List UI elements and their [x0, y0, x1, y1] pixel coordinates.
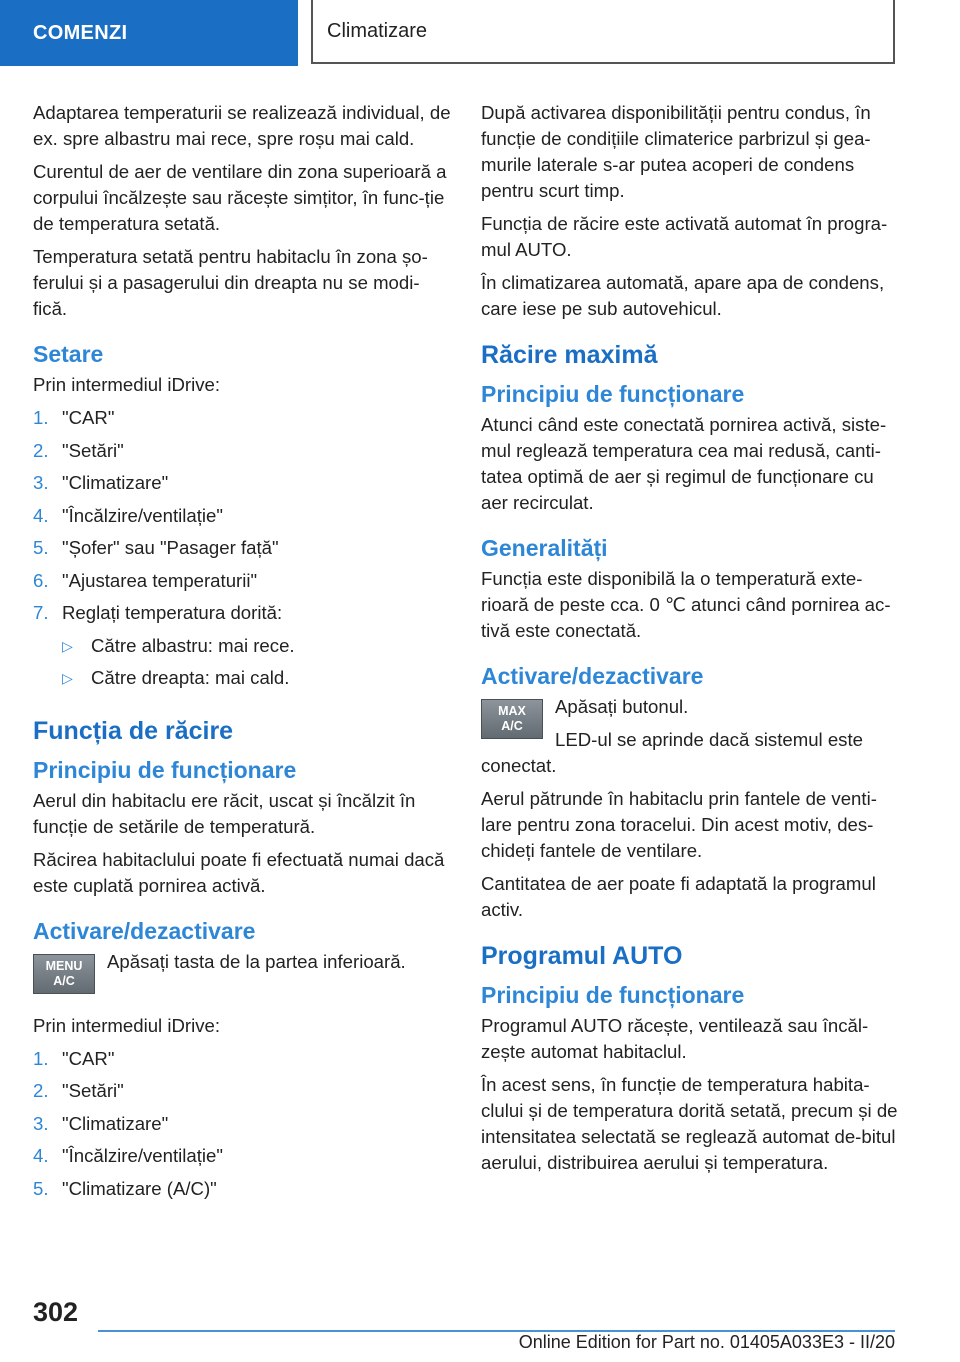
sub-step-text: Către dreapta: mai cald.: [91, 667, 290, 688]
list-item: [33, 470, 453, 503]
step-text: "Climatizare": [62, 1112, 169, 1134]
list-item: [33, 1046, 453, 1079]
paragraph: Funcția este disponibilă la o temperatură exte‐rioară de peste cca. 0 ℃ atunci când pornirea ac‐tivă este conectată.: [481, 568, 891, 641]
section-tab: COMENZI: [0, 0, 298, 66]
step-number: 2.: [33, 1080, 49, 1101]
button-label: MENU: [45, 958, 83, 973]
paragraph: Funcția de răcire este activată automat în progra‐mul AUTO.: [481, 213, 888, 260]
step-text: "Încălzire/ventilație": [62, 1145, 223, 1166]
paragraph: Adaptarea temperaturii se realizează individual, de ex. spre albastru mai rece, spre roșu mai cald.: [33, 102, 451, 149]
paragraph: Aerul din habitaclu ere răcit, uscat și încălzit în funcție de setările de temperatură.: [33, 789, 416, 837]
step-text: "Climatizare (A/C)": [62, 1177, 217, 1199]
list-item: [33, 438, 453, 471]
paragraph: LED-ul se aprinde dacă sistemul este conectat.: [481, 729, 863, 776]
paragraph: În acest sens, în funcție de temperatura habita‐clului și de temperatura dorită setată, precum și de intensitatea selectată se reglează automat de‐bitul aerului, distribuirea aerului și temperatura.: [481, 1074, 898, 1173]
button-label: A/C: [501, 719, 523, 733]
step-text: "Ajustarea temperaturii": [62, 569, 258, 591]
list-item: [33, 405, 453, 438]
step-number: 1.: [33, 1047, 49, 1069]
paragraph: În climatizarea automată, apare apa de condens, care iese pe sub autovehicul.: [481, 272, 885, 319]
footer-edition: Online Edition for Part no. 01405A033E3 - II/20: [518, 1332, 895, 1352]
step-number: 3.: [33, 1112, 49, 1134]
activare-steps: [33, 1046, 453, 1209]
step-number: 2.: [33, 439, 49, 461]
heading-principiu: Principiu de funcționare: [481, 381, 745, 407]
heading-activare: Activare/dezactivare: [33, 917, 256, 944]
triangle-icon: ▷: [62, 670, 73, 686]
paragraph: Răcirea habitaclului poate fi efectuată numai dacă este cuplată pornirea activă.: [33, 848, 445, 896]
list-item: [33, 1176, 453, 1209]
paragraph: Programul AUTO răcește, ventilează sau încăl‐zește automat habitaclul.: [481, 1015, 869, 1062]
paragraph: Atunci când este conectată pornirea activă, siste‐mul reglează temperatura cea mai redusă, canti‐tatea optimă de aer și regimul de funcționare cu aer recirculat.: [481, 414, 887, 513]
list-item: [33, 600, 453, 633]
list-item: [33, 535, 453, 568]
list-item: [33, 1143, 453, 1176]
step-text: "Setări": [62, 1080, 124, 1101]
heading-generalitati: Generalități: [481, 535, 608, 561]
paragraph: Cantitatea de aer poate fi adaptată la programul activ.: [481, 873, 876, 920]
menu-ac-button-icon: [33, 954, 95, 994]
paragraph: Prin intermediul iDrive:: [33, 374, 221, 395]
paragraph: Apăsați butonul.: [555, 696, 689, 717]
step-number: 5.: [33, 1177, 49, 1199]
list-item: [62, 633, 453, 666]
max-ac-row: [481, 694, 901, 786]
menu-ac-row: [33, 949, 453, 1013]
heading-activare: Activare/dezactivare: [481, 663, 704, 689]
max-ac-button-icon: [481, 699, 543, 739]
heading-programul-auto: Programul AUTO: [481, 942, 683, 970]
heading-setare: Setare: [33, 341, 104, 367]
step-number: 1.: [33, 407, 49, 428]
step-text: "Încălzire/ventilație": [62, 504, 223, 526]
paragraph: După activarea disponibilității pentru condus, în funcție de condițiile climaterice parbrizul și gea‐murile laterale s-ar putea acoperi de condens pentru scurt timp.: [481, 102, 871, 201]
heading-racire-maxima: Răcire maximă: [481, 341, 658, 369]
list-item: [33, 1078, 453, 1111]
step-text: "Setări": [62, 439, 124, 461]
page-number: 302: [33, 1297, 79, 1327]
right-column: [481, 100, 901, 1183]
step-number: 4.: [33, 504, 49, 526]
list-item: [62, 665, 453, 698]
paragraph: Prin intermediul iDrive:: [33, 1014, 221, 1036]
page-header: [0, 0, 960, 66]
heading-principiu: Principiu de funcționare: [33, 756, 297, 783]
step-number: 4.: [33, 1145, 49, 1166]
paragraph: Curentul de aer de ventilare din zona superioară a corpului încălzește sau răcește simțitor, în func‐ție de temperatura setată.: [33, 161, 447, 234]
step-text: "Climatizare": [62, 472, 169, 493]
paragraph: Apăsați tasta de la partea inferioară.: [107, 950, 406, 972]
step-text: "CAR": [62, 407, 115, 428]
left-column: [33, 100, 453, 1208]
button-label: MAX: [498, 704, 526, 718]
triangle-icon: ▷: [62, 637, 73, 654]
paragraph: Aerul pătrunde în habitaclu prin fantele de venti‐lare pentru zona toracelui. Din acest motiv, des‐chideți fantele de ventilare.: [481, 788, 877, 861]
setare-sub-steps: [33, 633, 453, 698]
setare-steps: [33, 405, 453, 633]
chapter-tab: Climatizare: [311, 0, 895, 64]
step-number: 5.: [33, 537, 49, 558]
list-item: [33, 568, 453, 601]
step-text: Reglați temperatura dorită:: [62, 602, 283, 623]
list-item: [33, 1111, 453, 1144]
step-number: 7.: [33, 602, 49, 623]
sub-step-text: Către albastru: mai rece.: [91, 634, 295, 656]
step-number: 3.: [33, 472, 49, 493]
paragraph: Temperatura setată pentru habitaclu în zona șo‐ferului și a pasagerului din dreapta nu se modi‐fică.: [33, 246, 428, 319]
heading-functia-racire: Funcția de răcire: [33, 716, 234, 745]
list-item: [33, 503, 453, 536]
heading-principiu: Principiu de funcționare: [481, 982, 745, 1008]
step-text: "Șofer" sau "Pasager față": [62, 537, 279, 558]
step-text: "CAR": [62, 1047, 115, 1069]
button-label: A/C: [53, 973, 75, 988]
step-number: 6.: [33, 569, 49, 591]
